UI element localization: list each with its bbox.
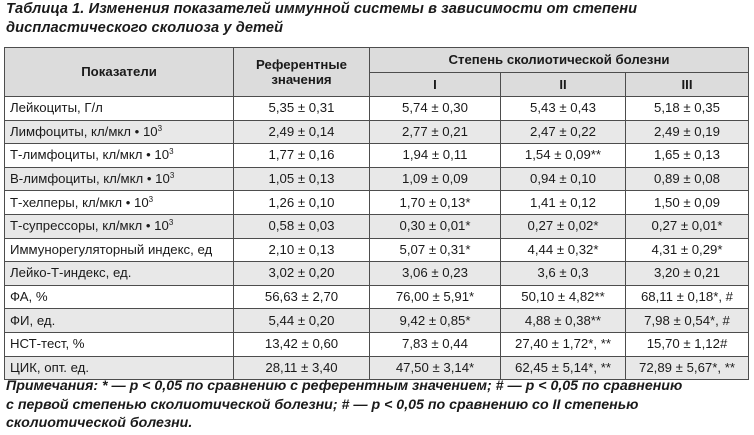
- degree-2-value-cell: 2,47 ± 0,22: [501, 120, 626, 144]
- row-label-exponent: 3: [148, 194, 154, 204]
- degree-2-value-cell: 1,41 ± 0,12: [501, 191, 626, 215]
- degree-3-value-cell: 72,89 ± 5,67*, **: [626, 356, 749, 380]
- reference-value-cell: 5,35 ± 0,31: [234, 97, 370, 121]
- header-degree-group: Степень сколиотической болезни: [370, 48, 749, 73]
- row-label-exponent: 3: [168, 218, 174, 228]
- reference-value-cell: 56,63 ± 2,70: [234, 285, 370, 309]
- degree-2-value-cell: 3,6 ± 0,3: [501, 262, 626, 286]
- degree-1-value-cell: 1,09 ± 0,09: [370, 167, 501, 191]
- table-row: [5, 120, 749, 144]
- table-row: [5, 191, 749, 215]
- row-label: [5, 285, 234, 309]
- table-caption-line-2: диспластического сколиоза у детей: [6, 20, 284, 36]
- header-degree-1: I: [370, 73, 501, 97]
- degree-3-value-cell: 15,70 ± 1,12#: [626, 332, 749, 356]
- degree-2-value-cell: 62,45 ± 5,14*, **: [501, 356, 626, 380]
- notes-line-1: Примечания: * — р < 0,05 по сравнению с референтным значением; # — р < 0,05 по сравнению: [6, 378, 683, 394]
- degree-1-value-cell: 47,50 ± 3,14*: [370, 356, 501, 380]
- table-row: [5, 332, 749, 356]
- table-row: [5, 214, 749, 238]
- degree-3-value-cell: 68,11 ± 0,18*, #: [626, 285, 749, 309]
- reference-value-cell: 2,49 ± 0,14: [234, 120, 370, 144]
- row-label: [5, 214, 234, 238]
- row-label-exponent: 3: [169, 147, 174, 157]
- notes-line-3: сколиотической болезни.: [6, 415, 193, 431]
- row-label: [5, 167, 234, 191]
- reference-value-cell: 1,26 ± 0,10: [234, 191, 370, 215]
- row-label-text: НСТ-тест, %: [10, 336, 85, 352]
- row-label: [5, 97, 234, 121]
- degree-1-value-cell: 76,00 ± 5,91*: [370, 285, 501, 309]
- row-label-exponent: 3: [157, 123, 163, 133]
- degree-3-value-cell: 7,98 ± 0,54*, #: [626, 309, 749, 333]
- degree-3-value-cell: 0,27 ± 0,01*: [626, 214, 749, 238]
- table-header: [5, 48, 749, 97]
- row-label-text: Лимфоциты, кл/мкл • 10: [10, 123, 158, 139]
- reference-value-cell: 2,10 ± 0,13: [234, 238, 370, 262]
- degree-3-value-cell: 3,20 ± 0,21: [626, 262, 749, 286]
- table-caption-line-1: Таблица 1. Изменения показателей иммунной системы в зависимости от степени: [6, 1, 638, 17]
- table-row: [5, 238, 749, 262]
- degree-2-value-cell: 5,43 ± 0,43: [501, 97, 626, 121]
- row-label-exponent: 3: [169, 171, 175, 181]
- reference-value-cell: 28,11 ± 3,40: [234, 356, 370, 380]
- row-label-text: ФА, %: [10, 289, 48, 305]
- degree-3-value-cell: 1,65 ± 0,13: [626, 144, 749, 168]
- row-label-text: ЦИК, опт. ед.: [10, 359, 90, 375]
- table-row: [5, 285, 749, 309]
- row-label: [5, 120, 234, 144]
- degree-2-value-cell: 4,44 ± 0,32*: [501, 238, 626, 262]
- header-degree-2: II: [501, 73, 626, 97]
- header-degree-3: III: [626, 73, 749, 97]
- reference-value-cell: 1,77 ± 0,16: [234, 144, 370, 168]
- reference-value-cell: 1,05 ± 0,13: [234, 167, 370, 191]
- row-label-text: Т-супрессоры, кл/мкл • 10: [10, 218, 169, 234]
- row-label-text: Иммунорегуляторный индекс, ед: [10, 241, 213, 257]
- degree-1-value-cell: 5,74 ± 0,30: [370, 97, 501, 121]
- row-label: [5, 332, 234, 356]
- row-label-text: Т-лимфоциты, кл/мкл • 10: [10, 147, 170, 163]
- degree-3-value-cell: 5,18 ± 0,35: [626, 97, 749, 121]
- row-label: [5, 191, 234, 215]
- degree-1-value-cell: 3,06 ± 0,23: [370, 262, 501, 286]
- degree-1-value-cell: 1,70 ± 0,13*: [370, 191, 501, 215]
- immune-indicators-table: [4, 47, 749, 380]
- degree-2-value-cell: 50,10 ± 4,82**: [501, 285, 626, 309]
- degree-1-value-cell: 7,83 ± 0,44: [370, 332, 501, 356]
- degree-2-value-cell: 0,94 ± 0,10: [501, 167, 626, 191]
- reference-value-cell: 0,58 ± 0,03: [234, 214, 370, 238]
- table-row: [5, 262, 749, 286]
- degree-2-value-cell: 0,27 ± 0,02*: [501, 214, 626, 238]
- degree-3-value-cell: 4,31 ± 0,29*: [626, 238, 749, 262]
- row-label-text: Т-хелперы, кл/мкл • 10: [10, 194, 149, 210]
- degree-3-value-cell: 2,49 ± 0,19: [626, 120, 749, 144]
- row-label: [5, 309, 234, 333]
- degree-1-value-cell: 0,30 ± 0,01*: [370, 214, 501, 238]
- reference-value-cell: 5,44 ± 0,20: [234, 309, 370, 333]
- degree-2-value-cell: 4,88 ± 0,38**: [501, 309, 626, 333]
- table-row: [5, 309, 749, 333]
- table-notes: [6, 377, 750, 433]
- degree-2-value-cell: 27,40 ± 1,72*, **: [501, 332, 626, 356]
- row-label-text: Лейко-Т-индекс, ед.: [10, 265, 132, 281]
- reference-value-cell: 13,42 ± 0,60: [234, 332, 370, 356]
- row-label-text: В-лимфоциты, кл/мкл • 10: [10, 171, 170, 187]
- row-label: [5, 262, 234, 286]
- table-row: [5, 97, 749, 121]
- degree-3-value-cell: 1,50 ± 0,09: [626, 191, 749, 215]
- table-body: [5, 97, 749, 380]
- table-caption: [6, 0, 750, 38]
- notes-line-2: с первой степенью сколиотической болезни; # — р < 0,05 по сравнению со II степенью: [6, 396, 639, 413]
- degree-1-value-cell: 1,94 ± 0,11: [370, 144, 501, 168]
- table-row: [5, 144, 749, 168]
- table-row: [5, 167, 749, 191]
- degree-1-value-cell: 9,42 ± 0,85*: [370, 309, 501, 333]
- degree-1-value-cell: 5,07 ± 0,31*: [370, 238, 501, 262]
- degree-3-value-cell: 0,89 ± 0,08: [626, 167, 749, 191]
- reference-value-cell: 3,02 ± 0,20: [234, 262, 370, 286]
- header-reference: Референтные значения: [234, 48, 370, 97]
- row-label-text: ФИ, ед.: [10, 312, 56, 328]
- header-indicator: Показатели: [5, 48, 234, 97]
- row-label: [5, 144, 234, 168]
- degree-2-value-cell: 1,54 ± 0,09**: [501, 144, 626, 168]
- row-label: [5, 238, 234, 262]
- row-label-text: Лейкоциты, Г/л: [10, 100, 103, 116]
- degree-1-value-cell: 2,77 ± 0,21: [370, 120, 501, 144]
